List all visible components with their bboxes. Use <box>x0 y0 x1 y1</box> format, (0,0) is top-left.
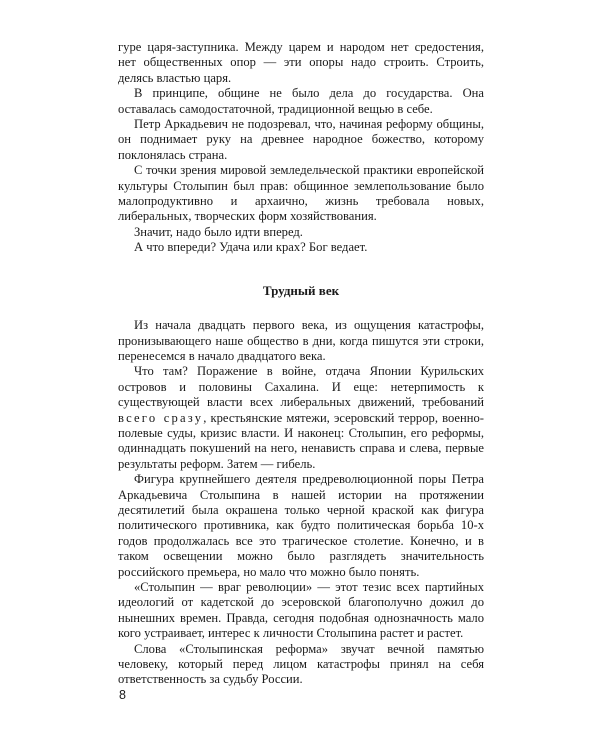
paragraph: В принципе, общине не было дела до государства. Она оставалась самодостаточной, традиционной вещью в себе. <box>118 86 484 116</box>
paragraph-text: , крестьянские мятежи, эсеровский террор, военно-полевые суды, кризис власти. И наконец: Столыпин, его реформы, одиннадцать покушений на него, ненависть справа и слева, первые результаты реформ. Затем — гибель. <box>118 410 484 471</box>
paragraph: Из начала двадцать первого века, из ощущения катастрофы, пронизывающего наше общество в дни, когда пишутся эти строки, перенесемся в начало двадцатого века. <box>118 318 484 363</box>
paragraph <box>118 364 484 472</box>
spaced-emphasis: всего сразу <box>118 410 204 425</box>
paragraph: А что впереди? Удача или крах? Бог ведает. <box>134 240 368 255</box>
paragraph: Фигура крупнейшего деятеля предреволюционной поры Петра Аркадьевича Столыпина в нашей истории на протяжении десятилетий была окрашена только черной краской как фигура политического противника, как будто политическая борьба 10-х годов продолжалась все это трагическое столетие. Конечно, и в таком освещении можно было разглядеть значительность российского премьера, но мало что можно было понять. <box>118 472 484 579</box>
paragraph: Петр Аркадьевич не подозревал, что, начиная реформу общины, он поднимает руку на древнее народное божество, которому поклонялась страна. <box>118 117 484 162</box>
paragraph: С точки зрения мировой земледельческой практики европейской культуры Столыпин был прав: общинное землепользование было малопродуктивно и архаично, жизнь требовала новых, либеральных, творческих форм хозяйствования. <box>118 163 484 224</box>
section-hard-century <box>118 318 484 688</box>
section-heading: Трудный век <box>262 282 340 298</box>
page-number: 8 <box>119 688 126 702</box>
page-body <box>118 40 484 688</box>
paragraph: Значит, надо было идти вперед. <box>134 224 303 239</box>
paragraph-text: Что там? Поражение в войне, отдача Японии Курильских островов и половины Сахалина. И еще: нетерпимость к существующей власти всех либеральных движений, требований <box>118 364 484 410</box>
section-intro <box>118 40 484 256</box>
paragraph: Слова «Столыпинская реформа» звучат вечной памятью человеку, который перед лицом катастрофы принял на себя ответственность за судьбу России. <box>118 641 484 687</box>
paragraph: гуре царя-заступника. Между царем и народом нет средостения, нет общественных опор — эти опоры надо строить. Строить, делясь властью царя. <box>118 40 484 85</box>
paragraph: «Столыпин — враг революции» — этот тезис всех партийных идеологий от кадетской до эсеровской благополучно дожил до нынешних времен. Правда, сегодня подобная однозначность мало кого устраивает, интерес к личности Столыпина растет и растет. <box>118 580 484 641</box>
